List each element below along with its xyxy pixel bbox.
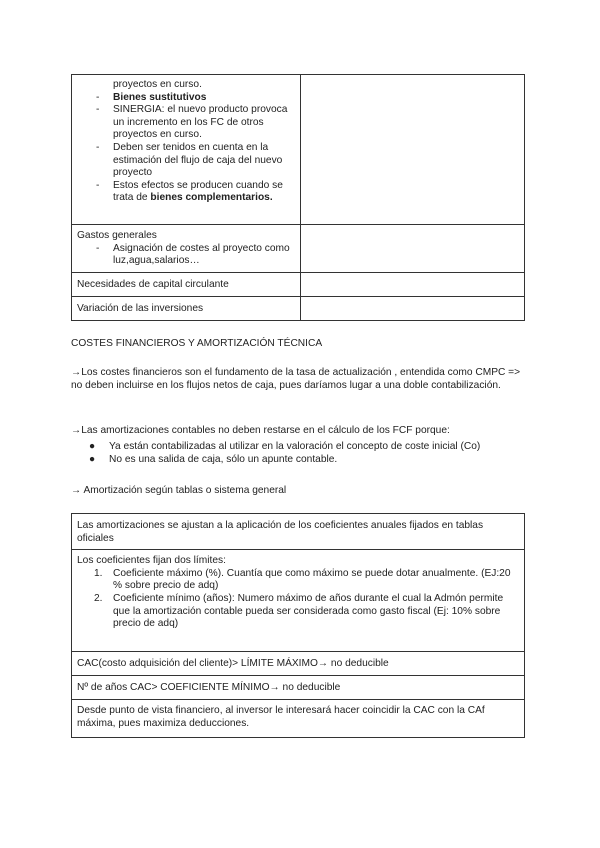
- table-cell: Desde punto de vista financiero, al inversor le interesará hacer coincidir la CAC con la CAf máxima, pues maximiza deducciones.: [72, 700, 525, 738]
- section-heading: COSTES FINANCIEROS Y AMORTIZACIÓN TÉCNICA: [71, 338, 323, 349]
- list-item: 1. Coeficiente máximo (%). Cuantía que como máximo se puede dotar anualmente. (EJ:20 % sobre precio de adq): [94, 567, 511, 592]
- paragraph: → Amortización según tablas o sistema general: [71, 485, 287, 496]
- list-item: - Estos efectos se producen cuando se trata de bienes complementarios.: [96, 179, 283, 204]
- amortization-table: [71, 513, 525, 738]
- table-cell: CAC(costo adquisición del cliente)> LÍMITE MÁXIMO→ no deducible: [72, 652, 525, 676]
- bullet-item: ● No es una salida de caja, sólo un apunte contable.: [89, 453, 338, 465]
- list-item: - Bienes sustitutivos: [96, 91, 207, 103]
- cell-title: Los coeficientes fijan dos límites:: [77, 555, 226, 567]
- table-cell-empty: [301, 272, 525, 296]
- cell-title: Gastos generales: [77, 230, 157, 241]
- table-cell: [72, 296, 301, 320]
- table-cell-empty: [301, 75, 525, 225]
- cell-text: proyectos en curso.: [113, 79, 202, 90]
- table-cell: [72, 272, 301, 296]
- table-cell: [72, 75, 301, 225]
- bullet-item: ● Ya están contabilizadas al utilizar en la valoración el concepto de coste inicial (Co): [89, 441, 481, 452]
- table-cell: [72, 225, 301, 273]
- bullet-list: [71, 441, 531, 466]
- list-item: - SINERGIA: el nuevo producto provoca un incremento en los FC de otros proyectos en curso.: [96, 104, 288, 141]
- list-item: - Deben ser tenidos en cuenta en la estimación del flujo de caja del nuevo proyecto: [96, 141, 283, 179]
- table-cell: Nº de años CAC> COEFICIENTE MÍNIMO→ no deducible: [72, 676, 525, 700]
- table-cell: [72, 550, 525, 652]
- table-cell-empty: [301, 225, 525, 273]
- cell-title: Necesidades de capital circulante: [77, 278, 229, 290]
- list-item: 2. Coeficiente mínimo (años): Numero máximo de años durante el cual la Admón permite que la amortización contable pueda ser considerada como gasto fiscal (Ej: 10% sobre precio de adq): [94, 592, 504, 630]
- table-cell-empty: [301, 296, 525, 320]
- paragraph: →Los costes financieros son el fundamento de la tasa de actualización , entendida como CMPC => no deben incluirse en los flujos netos de caja, pues daríamos lugar a una doble contabilización.: [71, 367, 521, 391]
- paragraph: →Las amortizaciones contables no deben restarse en el cálculo de los FCF porque:: [71, 425, 450, 436]
- table-cell: Las amortizaciones se ajustan a la aplicación de los coeficientes anuales fijados en tablas oficiales: [72, 514, 525, 550]
- cash-flow-table: [71, 74, 525, 321]
- list-item: - Asignación de costes al proyecto como luz,agua,salarios…: [96, 242, 290, 267]
- cell-title: Variación de las inversiones: [77, 302, 204, 314]
